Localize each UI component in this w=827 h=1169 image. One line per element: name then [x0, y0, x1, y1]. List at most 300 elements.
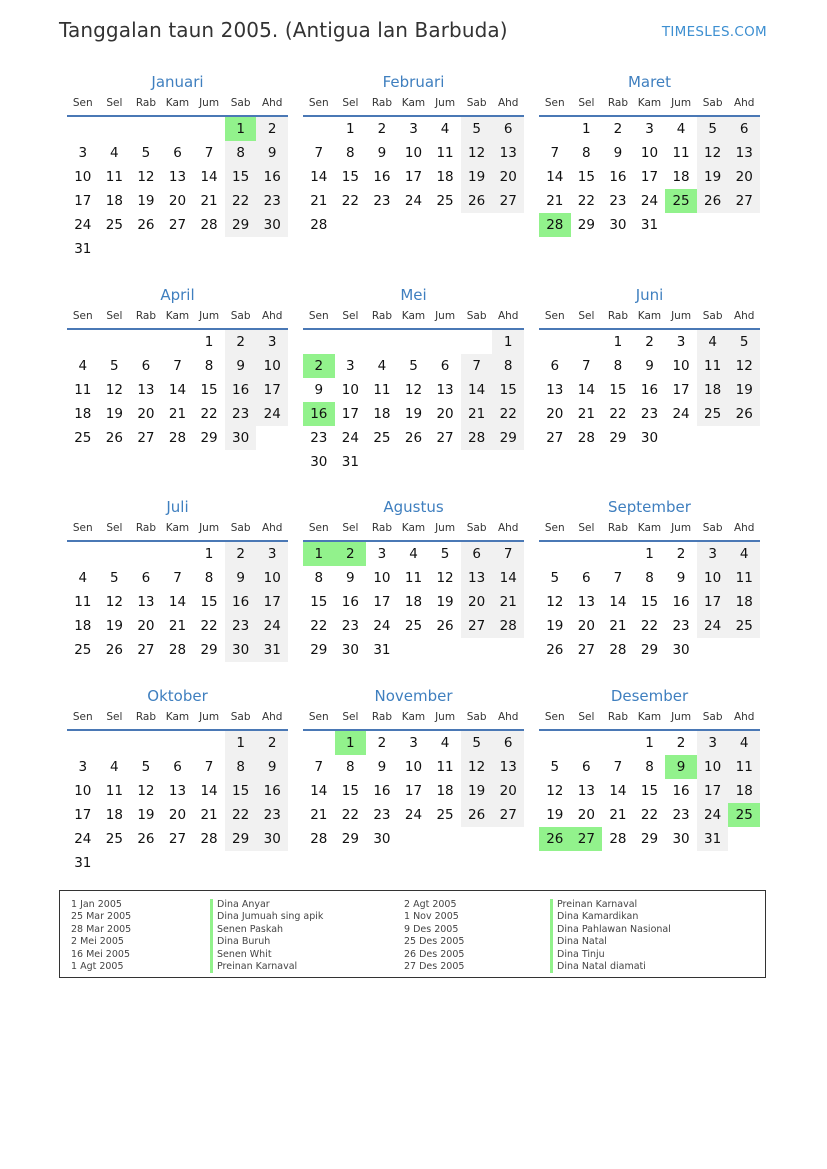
day-cell: 26 — [436, 618, 454, 634]
month-oktober — [67, 686, 288, 875]
day-cell: 11 — [672, 145, 690, 161]
day-cell: 27 — [137, 430, 155, 446]
day-cell: 7 — [582, 358, 591, 374]
day-cell: 30 — [672, 642, 690, 658]
weekday-label: Kam — [165, 522, 190, 534]
weekend-day-cell: 16 — [256, 779, 288, 803]
empty-cell — [602, 542, 634, 566]
weekday-label: Ahd — [497, 522, 519, 534]
day-cell: 4 — [409, 546, 418, 562]
holiday-day-cell: 2 — [335, 542, 367, 566]
day-grid — [539, 117, 760, 237]
weekday-label: Sab — [702, 711, 723, 723]
weekend-day-cell: 30 — [256, 827, 288, 851]
day-cell: 27 — [577, 642, 595, 658]
weekend-day-cell: 7 — [461, 354, 493, 378]
weekend-day-cell: 6 — [492, 117, 524, 141]
weekday-label: Ahd — [261, 97, 283, 109]
day-cell: 6 — [141, 358, 151, 374]
day-cell: 27 — [546, 430, 564, 446]
weekend-day-cell: 24 — [697, 614, 729, 638]
day-cell: 31 — [640, 217, 659, 233]
day-cell: 17 — [341, 406, 359, 422]
weekend-day-cell: 23 — [225, 402, 257, 426]
legend-holiday-name: Preinan Karnaval — [210, 961, 323, 973]
weekend-day-cell: 26 — [728, 402, 760, 426]
day-cell: 15 — [640, 783, 659, 799]
day-cell: 31 — [341, 454, 359, 470]
day-cell: 5 — [550, 759, 560, 775]
weekend-day-cell: 29 — [225, 213, 257, 237]
weekday-label: Jum — [199, 711, 220, 723]
day-cell: 6 — [582, 759, 591, 775]
weekday-header — [539, 708, 760, 731]
empty-cell — [335, 330, 367, 354]
weekday-label: Kam — [401, 310, 426, 322]
day-cell: 23 — [310, 430, 328, 446]
page-title: Tanggalan taun 2005. (Antigua lan Barbuda) — [59, 18, 508, 42]
day-grid — [67, 117, 288, 261]
day-cell: 27 — [436, 430, 454, 446]
day-cell: 9 — [676, 570, 686, 586]
day-cell: 28 — [168, 642, 187, 658]
weekend-day-cell: 27 — [461, 614, 493, 638]
day-grid — [539, 330, 760, 450]
weekday-label: Sen — [72, 522, 93, 534]
day-cell: 31 — [74, 241, 92, 257]
day-cell: 5 — [409, 358, 418, 374]
day-cell: 9 — [613, 145, 623, 161]
weekend-day-cell: 15 — [225, 779, 257, 803]
day-cell: 30 — [609, 217, 627, 233]
weekend-day-cell: 13 — [461, 566, 493, 590]
day-cell: 4 — [110, 759, 119, 775]
legend-dates-right — [404, 899, 464, 973]
day-cell: 7 — [173, 358, 182, 374]
weekend-day-cell: 5 — [461, 117, 493, 141]
weekend-day-cell: 26 — [697, 189, 729, 213]
holiday-day-cell: 2 — [303, 354, 335, 378]
day-cell: 8 — [314, 570, 324, 586]
weekend-day-cell: 19 — [728, 378, 760, 402]
month-desember — [539, 686, 760, 851]
weekend-day-cell: 2 — [256, 731, 288, 755]
weekday-label: Jum — [199, 522, 220, 534]
weekday-label: Ahd — [733, 310, 755, 322]
day-cell: 29 — [577, 217, 595, 233]
weekend-day-cell: 30 — [225, 426, 257, 450]
day-cell: 4 — [440, 735, 450, 751]
day-grid — [67, 731, 288, 875]
empty-cell — [162, 542, 194, 566]
day-cell: 28 — [577, 430, 595, 446]
empty-cell — [193, 117, 225, 141]
day-cell: 24 — [74, 217, 92, 233]
day-cell: 27 — [137, 642, 155, 658]
day-cell: 3 — [645, 121, 654, 137]
day-cell: 21 — [168, 406, 187, 422]
day-cell: 3 — [409, 121, 418, 137]
day-cell: 28 — [310, 831, 328, 847]
weekday-label: Rab — [135, 711, 156, 723]
empty-cell — [303, 330, 335, 354]
day-cell: 23 — [341, 618, 359, 634]
holiday-day-cell: 9 — [665, 755, 697, 779]
day-cell: 12 — [546, 783, 564, 799]
day-cell: 29 — [200, 430, 218, 446]
day-cell: 24 — [74, 831, 92, 847]
day-cell: 17 — [373, 594, 391, 610]
day-cell: 17 — [640, 169, 659, 185]
weekend-day-cell: 13 — [728, 141, 760, 165]
weekend-day-cell: 6 — [461, 542, 493, 566]
day-cell: 23 — [672, 807, 690, 823]
day-cell: 12 — [436, 570, 454, 586]
weekend-day-cell: 19 — [461, 165, 493, 189]
day-cell: 12 — [546, 594, 564, 610]
day-grid — [67, 330, 288, 450]
weekend-day-cell: 26 — [461, 803, 493, 827]
weekday-label: Ahd — [497, 310, 519, 322]
day-cell: 14 — [546, 169, 564, 185]
day-cell: 7 — [550, 145, 560, 161]
empty-cell — [571, 330, 603, 354]
weekend-day-cell: 13 — [492, 141, 524, 165]
weekend-day-cell: 20 — [728, 165, 760, 189]
day-cell: 11 — [74, 382, 92, 398]
day-cell: 19 — [404, 406, 423, 422]
legend-names-right — [550, 899, 671, 973]
day-cell: 14 — [168, 594, 187, 610]
day-cell: 13 — [577, 783, 595, 799]
day-cell: 11 — [373, 382, 391, 398]
weekend-day-cell: 31 — [697, 827, 729, 851]
weekday-label: Sen — [544, 310, 565, 322]
day-cell: 20 — [577, 618, 595, 634]
weekend-day-cell: 17 — [697, 590, 729, 614]
weekday-header — [539, 307, 760, 330]
month-maret — [539, 72, 760, 237]
day-cell: 19 — [546, 807, 564, 823]
weekend-day-cell: 11 — [728, 755, 760, 779]
day-cell: 8 — [645, 570, 654, 586]
day-cell: 18 — [74, 406, 92, 422]
day-cell: 16 — [341, 594, 359, 610]
day-cell: 20 — [137, 406, 155, 422]
weekday-label: Sel — [578, 310, 595, 322]
day-cell: 27 — [168, 217, 187, 233]
legend-holiday-name: Dina Anyar — [210, 899, 323, 911]
day-cell: 15 — [640, 594, 659, 610]
weekend-day-cell: 12 — [461, 755, 493, 779]
day-cell: 7 — [204, 759, 214, 775]
weekend-day-cell: 24 — [256, 402, 288, 426]
day-cell: 15 — [310, 594, 328, 610]
weekend-day-cell: 11 — [728, 566, 760, 590]
day-cell: 13 — [546, 382, 564, 398]
day-cell: 10 — [404, 145, 423, 161]
day-cell: 30 — [640, 430, 659, 446]
weekday-label: Sel — [578, 522, 595, 534]
weekend-day-cell: 9 — [225, 566, 257, 590]
weekday-header — [303, 94, 524, 117]
day-cell: 20 — [168, 193, 187, 209]
empty-cell — [571, 542, 603, 566]
weekday-header — [67, 708, 288, 731]
weekend-day-cell: 15 — [492, 378, 524, 402]
weekend-day-cell: 9 — [256, 755, 288, 779]
weekend-day-cell: 12 — [697, 141, 729, 165]
weekend-day-cell: 17 — [256, 378, 288, 402]
empty-cell — [99, 731, 131, 755]
day-cell: 6 — [550, 358, 560, 374]
legend-date: 2 Mei 2005 — [71, 936, 124, 948]
weekday-header — [67, 519, 288, 542]
day-grid — [539, 542, 760, 662]
weekend-day-cell: 26 — [461, 189, 493, 213]
day-grid — [303, 542, 524, 662]
day-cell: 14 — [609, 594, 627, 610]
weekday-label: Sen — [308, 310, 329, 322]
legend-date: 1 Jan 2005 — [71, 899, 122, 910]
weekday-label: Sen — [308, 711, 329, 723]
weekday-label: Jum — [199, 97, 220, 109]
day-cell: 4 — [110, 145, 119, 161]
day-cell: 16 — [373, 169, 391, 185]
day-cell: 24 — [373, 618, 391, 634]
day-grid — [303, 731, 524, 851]
empty-cell — [398, 330, 430, 354]
day-cell: 7 — [204, 145, 214, 161]
day-cell: 25 — [373, 430, 391, 446]
holiday-day-cell: 16 — [303, 402, 335, 426]
month-september — [539, 497, 760, 662]
month-title: Agustus — [383, 498, 444, 516]
weekend-day-cell: 5 — [697, 117, 729, 141]
day-cell: 19 — [137, 193, 155, 209]
empty-cell — [461, 330, 493, 354]
day-grid — [303, 117, 524, 237]
weekday-label: Kam — [401, 711, 426, 723]
weekend-day-cell: 6 — [728, 117, 760, 141]
day-cell: 18 — [404, 594, 423, 610]
weekday-label: Kam — [401, 97, 426, 109]
day-cell: 2 — [613, 121, 623, 137]
day-cell: 10 — [341, 382, 359, 398]
day-cell: 29 — [640, 642, 659, 658]
day-cell: 30 — [672, 831, 690, 847]
empty-cell — [130, 731, 162, 755]
month-title: April — [160, 286, 195, 304]
weekday-label: Ahd — [497, 711, 519, 723]
empty-cell — [162, 117, 194, 141]
day-cell: 13 — [137, 594, 155, 610]
weekend-day-cell: 24 — [256, 614, 288, 638]
weekday-label: Rab — [135, 310, 156, 322]
day-cell: 9 — [314, 382, 324, 398]
weekday-label: Ahd — [733, 522, 755, 534]
weekday-label: Ahd — [261, 522, 283, 534]
day-cell: 12 — [404, 382, 423, 398]
day-cell: 21 — [609, 807, 627, 823]
day-cell: 19 — [105, 406, 123, 422]
site-brand-link[interactable]: TIMESLES.COM — [661, 24, 767, 40]
day-cell: 26 — [404, 430, 423, 446]
weekend-day-cell: 20 — [492, 779, 524, 803]
day-cell: 1 — [645, 546, 654, 562]
empty-cell — [67, 117, 99, 141]
weekend-day-cell: 18 — [728, 779, 760, 803]
day-cell: 29 — [609, 430, 627, 446]
day-cell: 28 — [609, 831, 627, 847]
weekday-label: Sel — [106, 310, 123, 322]
weekday-label: Sel — [342, 310, 359, 322]
month-mei — [303, 285, 524, 474]
weekend-day-cell: 9 — [256, 141, 288, 165]
day-cell: 26 — [137, 217, 155, 233]
empty-cell — [571, 731, 603, 755]
day-cell: 18 — [436, 783, 454, 799]
day-cell: 7 — [173, 570, 182, 586]
day-cell: 23 — [640, 406, 659, 422]
weekend-day-cell: 29 — [492, 426, 524, 450]
weekend-day-cell: 16 — [225, 378, 257, 402]
weekday-label: Jum — [671, 310, 692, 322]
weekend-day-cell: 27 — [728, 189, 760, 213]
weekend-day-cell: 4 — [728, 731, 760, 755]
day-cell: 8 — [346, 759, 355, 775]
day-cell: 7 — [613, 759, 623, 775]
legend-holiday-name: Dina Jumuah sing apik — [210, 911, 323, 923]
day-cell: 22 — [341, 807, 359, 823]
day-cell: 16 — [672, 594, 690, 610]
day-cell: 21 — [200, 807, 218, 823]
day-cell: 14 — [168, 382, 187, 398]
day-cell: 3 — [377, 546, 387, 562]
weekend-day-cell: 23 — [256, 803, 288, 827]
month-title: November — [374, 687, 453, 705]
weekday-label: Sab — [230, 310, 251, 322]
day-cell: 22 — [577, 193, 595, 209]
day-cell: 22 — [609, 406, 627, 422]
day-cell: 7 — [613, 570, 623, 586]
legend-holiday-name: Dina Buruh — [210, 936, 323, 948]
day-cell: 4 — [377, 358, 387, 374]
legend-holiday-name: Senen Whit — [210, 949, 323, 961]
day-cell: 20 — [137, 618, 155, 634]
weekday-label: Jum — [671, 711, 692, 723]
day-cell: 28 — [310, 217, 328, 233]
day-cell: 14 — [200, 169, 218, 185]
weekend-day-cell: 4 — [697, 330, 729, 354]
empty-cell — [162, 330, 194, 354]
legend-date: 27 Des 2005 — [404, 960, 465, 972]
day-cell: 24 — [640, 193, 659, 209]
day-cell: 13 — [577, 594, 595, 610]
weekend-day-cell: 23 — [256, 189, 288, 213]
month-title: Januari — [151, 73, 204, 91]
day-cell: 20 — [168, 807, 187, 823]
legend-holiday-name: Dina Natal — [550, 936, 671, 948]
empty-cell — [67, 330, 99, 354]
weekend-day-cell: 19 — [697, 165, 729, 189]
weekday-label: Rab — [135, 522, 156, 534]
day-cell: 2 — [377, 121, 387, 137]
day-cell: 26 — [105, 642, 123, 658]
weekend-day-cell: 8 — [225, 755, 257, 779]
day-cell: 26 — [105, 430, 123, 446]
legend-holiday-name: Preinan Karnaval — [550, 899, 671, 911]
month-title: September — [608, 498, 691, 516]
weekday-header — [303, 519, 524, 542]
weekday-label: Sab — [230, 522, 251, 534]
day-cell: 19 — [137, 807, 155, 823]
weekday-label: Sab — [466, 522, 487, 534]
day-cell: 25 — [74, 642, 92, 658]
weekend-day-cell: 21 — [461, 402, 493, 426]
day-cell: 18 — [105, 807, 123, 823]
day-cell: 3 — [78, 145, 88, 161]
empty-cell — [99, 117, 131, 141]
weekend-day-cell: 2 — [225, 330, 257, 354]
month-februari — [303, 72, 524, 237]
weekend-day-cell: 25 — [728, 614, 760, 638]
day-cell: 31 — [373, 642, 391, 658]
day-cell: 18 — [105, 193, 123, 209]
holiday-day-cell: 26 — [539, 827, 571, 851]
month-november — [303, 686, 524, 851]
day-cell: 22 — [640, 618, 659, 634]
day-cell: 28 — [200, 217, 218, 233]
day-cell: 5 — [440, 546, 450, 562]
month-title: Desember — [610, 687, 689, 705]
day-cell: 29 — [640, 831, 659, 847]
day-cell: 16 — [373, 783, 391, 799]
legend-holiday-name: Dina Tinju — [550, 949, 671, 961]
weekday-label: Sen — [308, 97, 329, 109]
empty-cell — [539, 330, 571, 354]
day-cell: 13 — [168, 169, 187, 185]
day-cell: 9 — [645, 358, 654, 374]
day-cell: 2 — [676, 546, 686, 562]
holiday-day-cell: 25 — [728, 803, 760, 827]
weekend-day-cell: 11 — [697, 354, 729, 378]
month-title: Februari — [382, 73, 445, 91]
weekend-day-cell: 3 — [697, 731, 729, 755]
weekday-label: Rab — [371, 711, 392, 723]
empty-cell — [429, 330, 461, 354]
day-cell: 12 — [105, 382, 123, 398]
empty-cell — [303, 731, 335, 755]
day-cell: 19 — [436, 594, 454, 610]
legend-date: 25 Mar 2005 — [71, 911, 132, 923]
day-cell: 5 — [110, 358, 119, 374]
weekday-label: Rab — [135, 97, 156, 109]
weekday-label: Jum — [435, 310, 456, 322]
day-cell: 3 — [676, 334, 686, 350]
day-cell: 8 — [645, 759, 654, 775]
day-cell: 21 — [310, 193, 328, 209]
weekday-label: Jum — [435, 522, 456, 534]
legend-holiday-name: Senen Paskah — [210, 924, 323, 936]
day-cell: 8 — [204, 570, 214, 586]
weekend-day-cell: 1 — [492, 330, 524, 354]
weekend-day-cell: 14 — [461, 378, 493, 402]
day-cell: 3 — [78, 759, 88, 775]
day-cell: 5 — [110, 570, 119, 586]
legend-date: 1 Agt 2005 — [71, 960, 124, 972]
day-cell: 1 — [582, 121, 591, 137]
